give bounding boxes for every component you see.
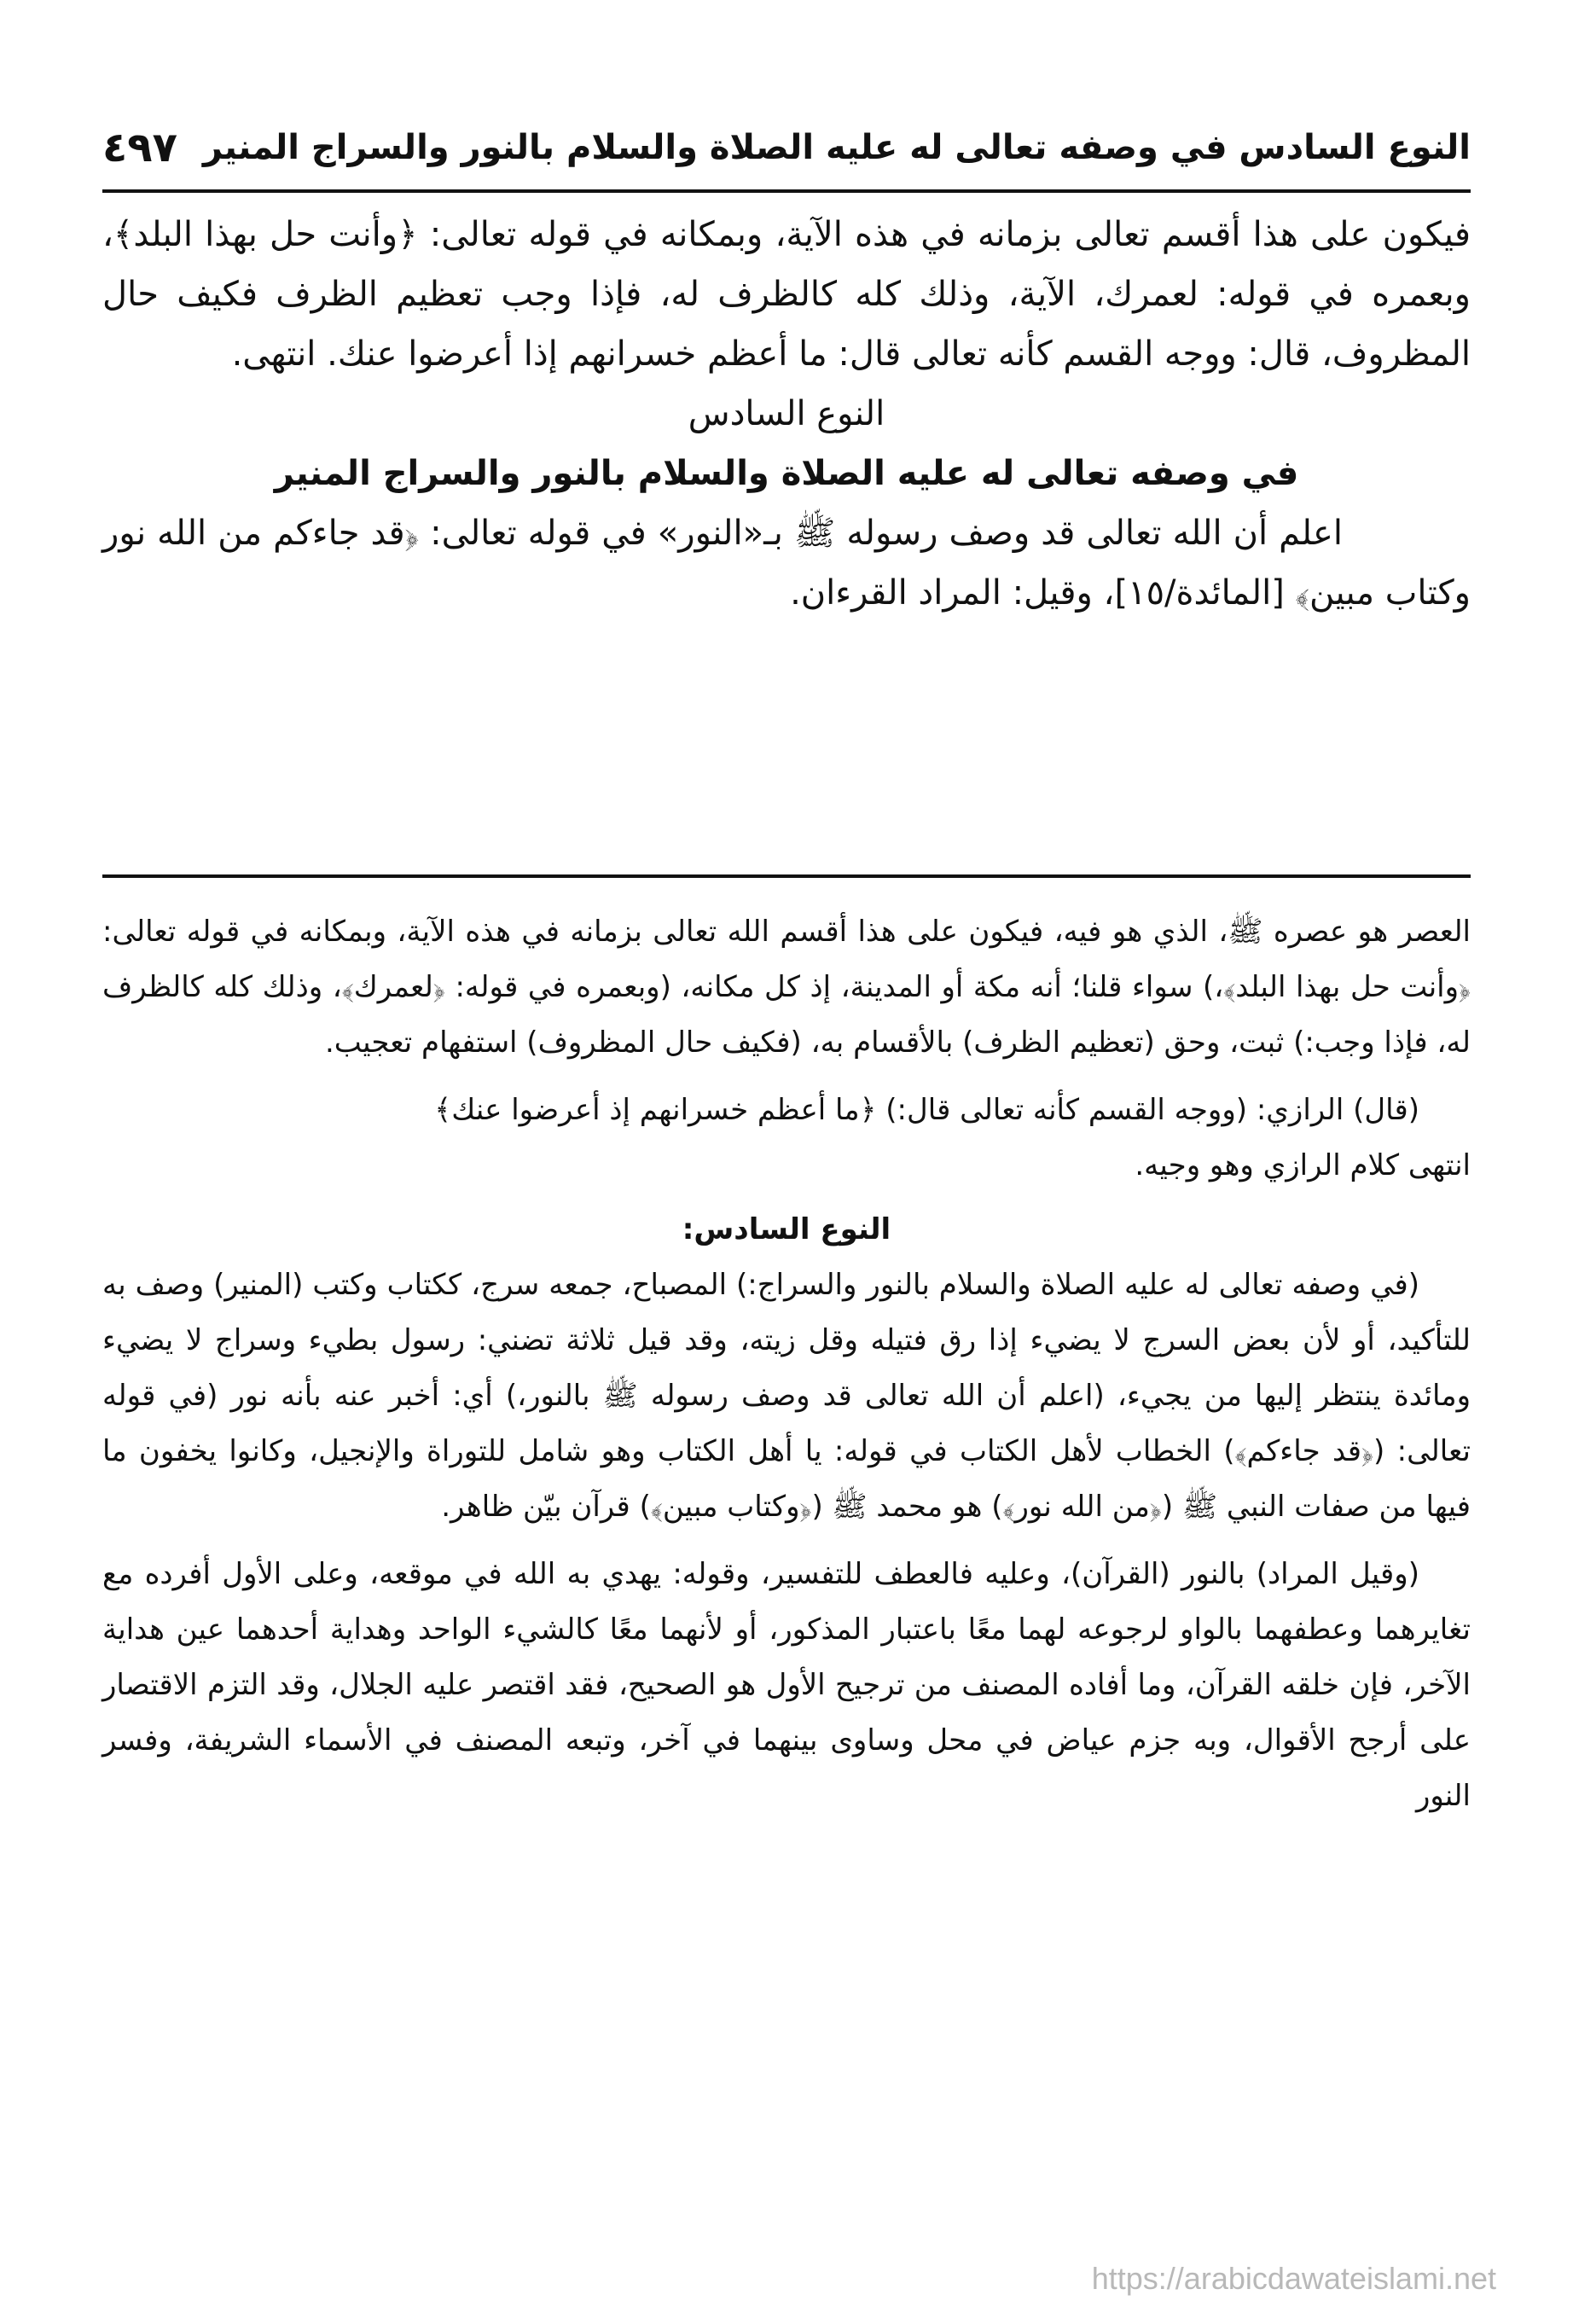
main-text xyxy=(102,205,1471,623)
header-title: النوع السادس في وصفه تعالى له عليه الصلاة والسلام بالنور والسراج المنير xyxy=(202,128,1471,167)
commentary-paragraph-5: (وقيل المراد) بالنور (القرآن)، وعليه فالعطف للتفسير، وقوله: يهدي به الله في موقعه، وعلى الأول أفرده مع تغايرهما وعطفهما بالواو لرجوعه لهما معًا باعتبار المذكور، أو لأنهما معًا كالشيء الواحد وهداية أحدهما عين هداية الآخر، فإن خلقه القرآن، وما أفاده المصنف من ترجيح الأول هو الصحيح، فقد اقتصر عليه الجلال، وقد التزم الاقتصار على أرجح الأقوال، وبه جزم عياض في محل وساوى بينهما في آخر، وتبعه المصنف في الأسماء الشريفة، وفسر النور xyxy=(102,1557,1471,1813)
commentary-text xyxy=(102,904,1471,1824)
header-rule xyxy=(102,189,1471,193)
main-paragraph-2: اعلم أن الله تعالى قد وصف رسوله ﷺ بـ«النور» في قوله تعالى: ﴿قد جاءكم من الله نور وكتاب مبين﴾ [المائدة/١٥]، وقيل: المراد القرءان. xyxy=(102,514,1471,613)
page-number: ٤٩٧ xyxy=(102,124,177,171)
commentary-heading: النوع السادس: xyxy=(682,1212,891,1246)
commentary-paragraph-1: العصر هو عصره ﷺ، الذي هو فيه، فيكون على هذا أقسم الله تعالى بزمانه في هذه الآية، وبمكانه في قوله تعالى: ﴿وأنت حل بهذا البلد﴾،) سواء قلنا؛ أنه مكة أو المدينة، إذ كل مكانه، (وبعمره في قوله: ﴿لعمرك﴾، وذلك كله كالظرف له، فإذا وجب:) ثبت، وحق (تعظيم الظرف) بالأقسام به، (فكيف حال المظروف) استفهام تعجيب. xyxy=(102,915,1471,1060)
main-paragraph-1: فيكون على هذا أقسم تعالى بزمانه في هذه الآية، وبمكانه في قوله تعالى: ﴿وأنت حل بهذا البلد﴾، وبعمره في قوله: لعمرك، الآية، وذلك كله كالظرف له، فإذا وجب تعظيم الظرف فكيف حال المظروف، قال: ووجه القسم كأنه تعالى قال: ما أعظم خسرانهم إذا أعرضوا عنك. انتهى. xyxy=(102,215,1471,374)
section-title: النوع السادس xyxy=(688,394,885,433)
commentary-paragraph-4: (في وصفه تعالى له عليه الصلاة والسلام بالنور والسراج:) المصباح، جمعه سرج، ككتاب وكتب (المنير) وصف به للتأكيد، أو لأن بعض السرج لا يضيء إذا رق فتيله وقل زيته، وقد قيل ثلاثة تضني: رسول بطيء وسراج لا يضيء ومائدة ينتظر إليها من يجيء، (اعلم أن الله تعالى قد وصف رسوله ﷺ بالنور،) أي: أخبر عنه بأنه نور (في قوله تعالى: (﴿قد جاءكم﴾) الخطاب لأهل الكتاب في قوله: يا أهل الكتاب وهو شامل للتوراة والإنجيل، وكانوا يخفون ما فيها من صفات النبي ﷺ (﴿من الله نور﴾) هو محمد ﷺ (﴿وكتاب مبين﴾) قرآن بيّن ظاهر. xyxy=(102,1268,1471,1524)
commentary-paragraph-3: انتهى كلام الرازي وهو وجيه. xyxy=(1135,1148,1471,1182)
section-subtitle: في وصفه تعالى له عليه الصلاة والسلام بالنور والسراج المنير xyxy=(274,454,1299,493)
commentary-divider xyxy=(102,874,1471,878)
running-header xyxy=(102,109,1471,186)
commentary-paragraph-2: (قال) الرازي: (ووجه القسم كأنه تعالى قال:) ﴿ما أعظم خسرانهم إذ أعرضوا عنك﴾ xyxy=(434,1093,1419,1127)
watermark-url: https://arabicdawateislami.net xyxy=(1091,2261,1496,2296)
